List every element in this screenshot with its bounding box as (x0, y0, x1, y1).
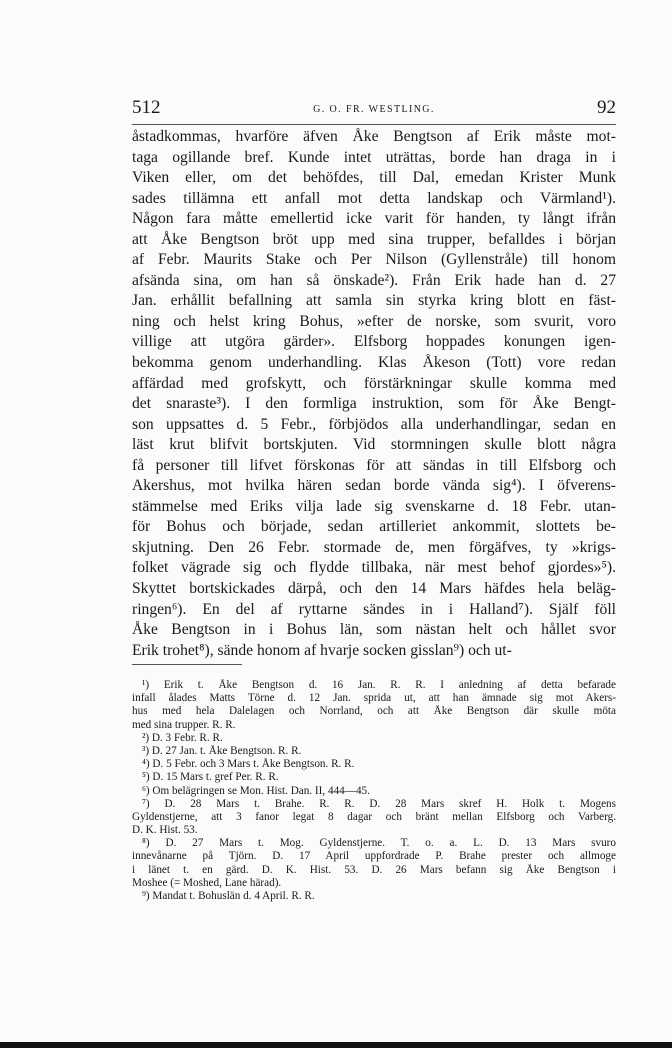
text-line: Någon fara måtte emellertid icke varit för handen, ty långt ifrån (132, 210, 616, 228)
footnote-line: ⁶) Om belägringen se Mon. Hist. Dan. II, 444—45. (142, 784, 370, 797)
footnote-line: ⁴) D. 5 Febr. och 3 Mars t. Åke Bengtson. R. R. (142, 758, 355, 771)
footnote-line: hus med hela Dalelagen och Norrland, och att Åke Bengtson där skulle möta (132, 705, 616, 718)
footnote-line: ⁹) Mandat t. Bohuslän d. 4 April. R. R. (142, 890, 315, 902)
text-line: för Bohus och började, sedan artilleriet ankommit, slottets be- (132, 518, 616, 536)
text-line: skjutning. Den 26 Febr. stormade de, men förgäfves, ty »krigs- (132, 538, 616, 556)
text-line: folket vägrade sig och flydde tillbaka, när mest behof gjordes»⁵). (132, 559, 616, 577)
page-number-right: 92 (597, 97, 616, 118)
footnote-line: infall ålades Matts Törne d. 12 Jan. sprida ut, att han ämnade sig mot Akers- (132, 692, 616, 705)
text-line: stämmelse med Eriks vilja lade sig svenskarne d. 18 Febr. utan- (132, 497, 616, 515)
page-number-left: 512 (132, 97, 161, 118)
footnote-line: Gyldenstjerne, att 3 fanor legat 8 dagar och bränt mellan Elfsborg och Varberg. (132, 810, 616, 823)
text-line: Akershus, mot hvilka hären sedan borde vända sig⁴). I öfverens- (132, 477, 616, 495)
text-line: villige att utgöra gärder». Elfsborg hoppades konungen igen- (132, 333, 616, 351)
text-line: Skyttet bortskickades därpå, och den 14 Mars häfdes hela beläg- (132, 580, 616, 598)
footnotes (132, 679, 616, 903)
text-line: af Febr. Maurits Stake och Per Nilson (Gyllenstråle) till honom (132, 251, 616, 269)
footnote-line: ³) D. 27 Jan. t. Åke Bengtson. R. R. (142, 744, 302, 757)
main-text (132, 127, 616, 661)
footnote-line: ²) D. 3 Febr. R. R. (142, 731, 223, 744)
text-line: taga ogillande bref. Kunde intet uträttas, borde han draga in i (132, 148, 616, 166)
text-line: ringen⁶). En del af ryttarne sändes in i Halland⁷). Själf föll (132, 600, 616, 618)
text-line: son uppsattes d. 5 Febr., förbjödos alla underhandlingar, sedan en (132, 415, 616, 433)
footnote-line: ⁵) D. 15 Mars t. gref Per. R. R. (142, 771, 279, 784)
footnote-line: med sina trupper. R. R. (132, 718, 236, 731)
text-line: afsända sina, om han så önskade²). Från Erik hade han d. 27 (132, 271, 616, 289)
header-rule (132, 124, 616, 125)
text-line: det snaraste³). I den formliga instruktion, som för Åke Bengt- (132, 395, 616, 413)
footnote-line: ⁸) D. 27 Mars t. Mog. Gyldenstjerne. T. o. a. L. D. 13 Mars svuro (142, 837, 616, 850)
footnote-line: D. K. Hist. 53. (132, 824, 198, 837)
page-header (132, 97, 616, 123)
footnote-line: i länet t. en gärd. D. K. Hist. 53. D. 26 Mars befann sig Åke Bengtson i (132, 863, 616, 876)
scan-edge (0, 1042, 672, 1048)
text-line: Viken eller, om det behöfdes, till Dal, emedan Krister Munk (132, 169, 616, 187)
footnote-line: ¹) Erik t. Åke Bengtson d. 16 Jan. R. R. I anledning af detta befarade (142, 679, 616, 691)
text-line: att Åke Bengtson bröt upp med sina trupper, befalldes i början (132, 230, 616, 248)
text-line: Åke Bengtson in i Bohus län, som nästan helt och hållet svor (132, 621, 616, 639)
text-line: Erik trohet⁸), sände honom af hvarje socken gisslan⁹) och ut- (132, 641, 512, 659)
footnote-line: innevånarne på Tjörn. D. 17 April uppfordrade P. Brahe prester och allmoge (132, 850, 616, 863)
text-line: läst krut blifvit bortskjuten. Vid stormningen skulle blott några (132, 436, 616, 454)
text-line: Jan. erhållit befallning att samla sin styrka kring blott en fäst- (132, 292, 616, 310)
footnote-rule (132, 664, 242, 665)
footnote-line: Moshee (= Moshed, Lane härad). (132, 876, 282, 889)
text-line: sades tillämna ett anfall mot detta landskap och Värmland¹). (132, 189, 616, 207)
footnote-line: ⁷) D. 28 Mars t. Brahe. R. R. D. 28 Mars skref H. Holk t. Mogens (142, 797, 616, 810)
text-line: affärdad med grofskytt, och förstärkningar skulle komma med (132, 374, 616, 392)
text-line: ning och helst kring Bohus, »efter de norske, som svurit, voro (132, 312, 616, 330)
text-line: bekomma genom underhandling. Klas Åkeson (Tott) vore redan (132, 354, 616, 372)
text-line: åstadkommas, hvarföre äfven Åke Bengtson af Erik måste mot- (132, 128, 616, 145)
text-line: få personer till lifvet förskonas för att sändas in till Elfsborg och (132, 456, 616, 474)
running-title: G. O. FR. WESTLING. (313, 104, 435, 115)
